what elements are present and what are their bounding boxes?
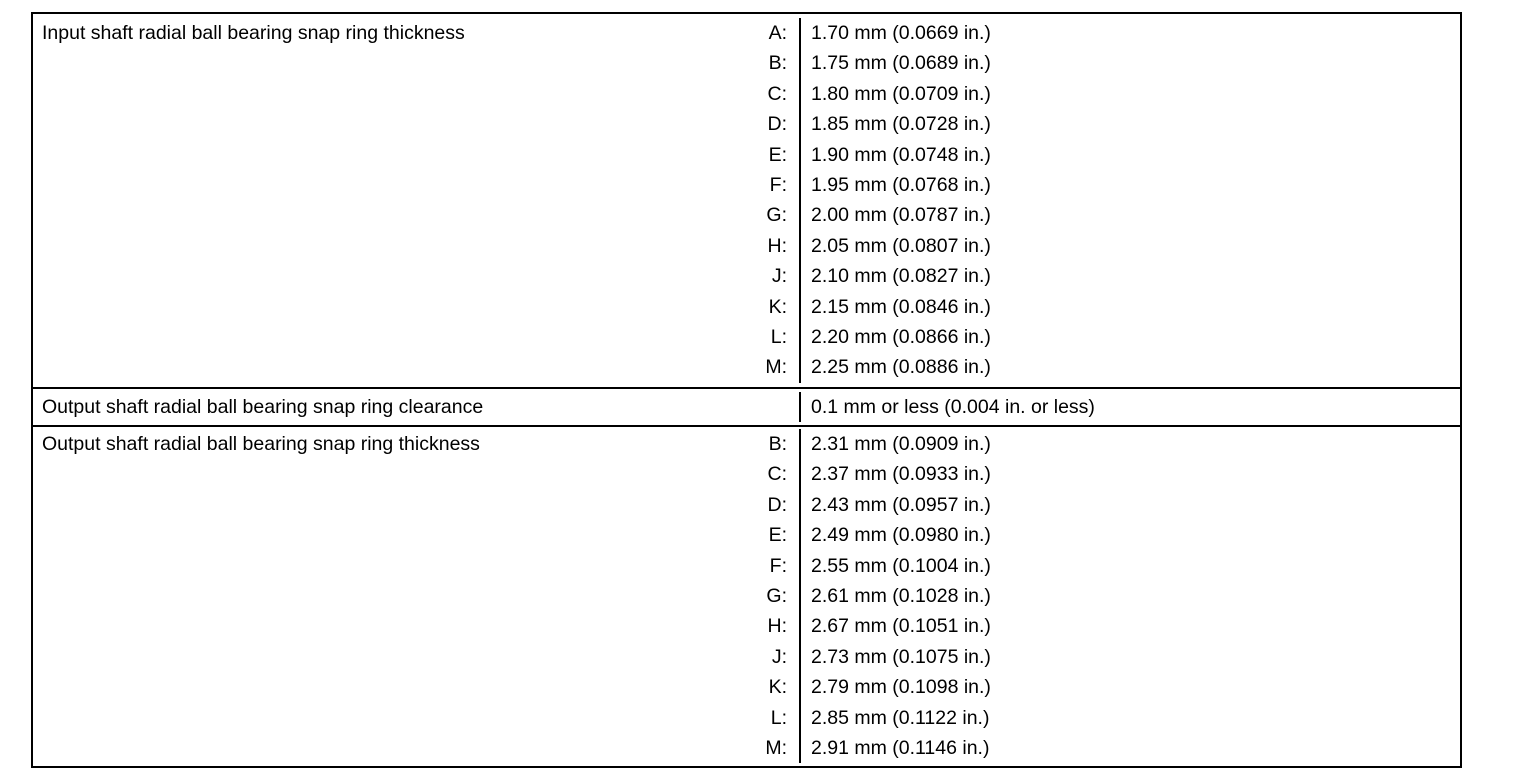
spec-value: 1.85 mm (0.0728 in.) — [811, 113, 991, 136]
spec-code: M: — [765, 356, 787, 379]
spec-row-output-shaft-clearance — [33, 389, 1460, 427]
spec-name: Output shaft radial ball bearing snap ring thickness — [42, 433, 480, 456]
spec-code-list — [727, 429, 799, 763]
spec-code: E: — [768, 143, 787, 166]
spec-name: Output shaft radial ball bearing snap ring clearance — [42, 395, 484, 418]
spec-value: 1.75 mm (0.0689 in.) — [811, 52, 991, 75]
spec-name: Input shaft radial ball bearing snap ring thickness — [42, 22, 465, 44]
spec-value: 2.67 mm (0.1051 in.) — [811, 615, 991, 638]
spec-code: J: — [771, 265, 787, 288]
spec-code: K: — [768, 676, 787, 699]
spec-code: F: — [769, 173, 787, 196]
spec-code: A: — [768, 22, 787, 44]
spec-value-cell — [801, 18, 1460, 383]
spec-code: F: — [769, 554, 787, 577]
spec-code: H: — [767, 615, 787, 638]
spec-value: 2.85 mm (0.1122 in.) — [811, 706, 990, 729]
spec-code: C: — [767, 463, 787, 486]
spec-label-cell — [33, 392, 801, 422]
spec-value: 2.55 mm (0.1004 in.) — [811, 554, 991, 577]
spec-value-cell — [801, 392, 1460, 422]
spec-value: 2.79 mm (0.1098 in.) — [811, 676, 991, 699]
spec-value: 2.37 mm (0.0933 in.) — [811, 463, 991, 486]
spec-value: 2.73 mm (0.1075 in.) — [811, 645, 991, 668]
spec-value: 2.15 mm (0.0846 in.) — [811, 295, 991, 318]
spec-label-cell — [33, 18, 801, 383]
spec-value: 2.61 mm (0.1028 in.) — [811, 585, 991, 608]
spec-value: 2.31 mm (0.0909 in.) — [811, 433, 991, 456]
spec-value: 2.43 mm (0.0957 in.) — [811, 493, 991, 516]
spec-value: 2.10 mm (0.0827 in.) — [811, 265, 991, 288]
spec-code: H: — [767, 234, 787, 257]
spec-code: G: — [766, 204, 787, 227]
spec-value: 2.20 mm (0.0866 in.) — [811, 325, 991, 348]
spec-code: L: — [770, 706, 787, 729]
spec-code: D: — [767, 113, 787, 136]
spec-value: 1.90 mm (0.0748 in.) — [811, 143, 991, 166]
spec-value: 1.95 mm (0.0768 in.) — [811, 173, 991, 196]
spec-value: 2.49 mm (0.0980 in.) — [811, 524, 991, 547]
spec-code: E: — [768, 524, 787, 547]
spec-table — [31, 12, 1462, 768]
spec-value: 2.25 mm (0.0886 in.) — [811, 356, 991, 379]
spec-label-cell — [33, 429, 801, 763]
spec-value: 2.91 mm (0.1146 in.) — [811, 737, 990, 759]
spec-code: B: — [768, 52, 787, 75]
spec-value: 2.00 mm (0.0787 in.) — [811, 204, 991, 227]
spec-value-cell — [801, 429, 1460, 763]
spec-code: J: — [771, 645, 787, 668]
spec-code: D: — [767, 493, 787, 516]
spec-row-input-shaft-thickness — [33, 14, 1460, 389]
spec-value: 0.1 mm or less (0.004 in. or less) — [811, 395, 1095, 418]
spec-code: B: — [768, 433, 787, 456]
spec-value: 2.05 mm (0.0807 in.) — [811, 234, 991, 257]
spec-code: C: — [767, 82, 787, 105]
spec-code: L: — [770, 325, 787, 348]
spec-row-output-shaft-thickness — [33, 427, 1460, 768]
spec-value: 1.70 mm (0.0669 in.) — [811, 22, 991, 44]
spec-code-list — [727, 18, 799, 383]
spec-code: M: — [765, 737, 787, 759]
spec-code: K: — [768, 295, 787, 318]
spec-value: 1.80 mm (0.0709 in.) — [811, 82, 991, 105]
spec-code: G: — [766, 585, 787, 608]
